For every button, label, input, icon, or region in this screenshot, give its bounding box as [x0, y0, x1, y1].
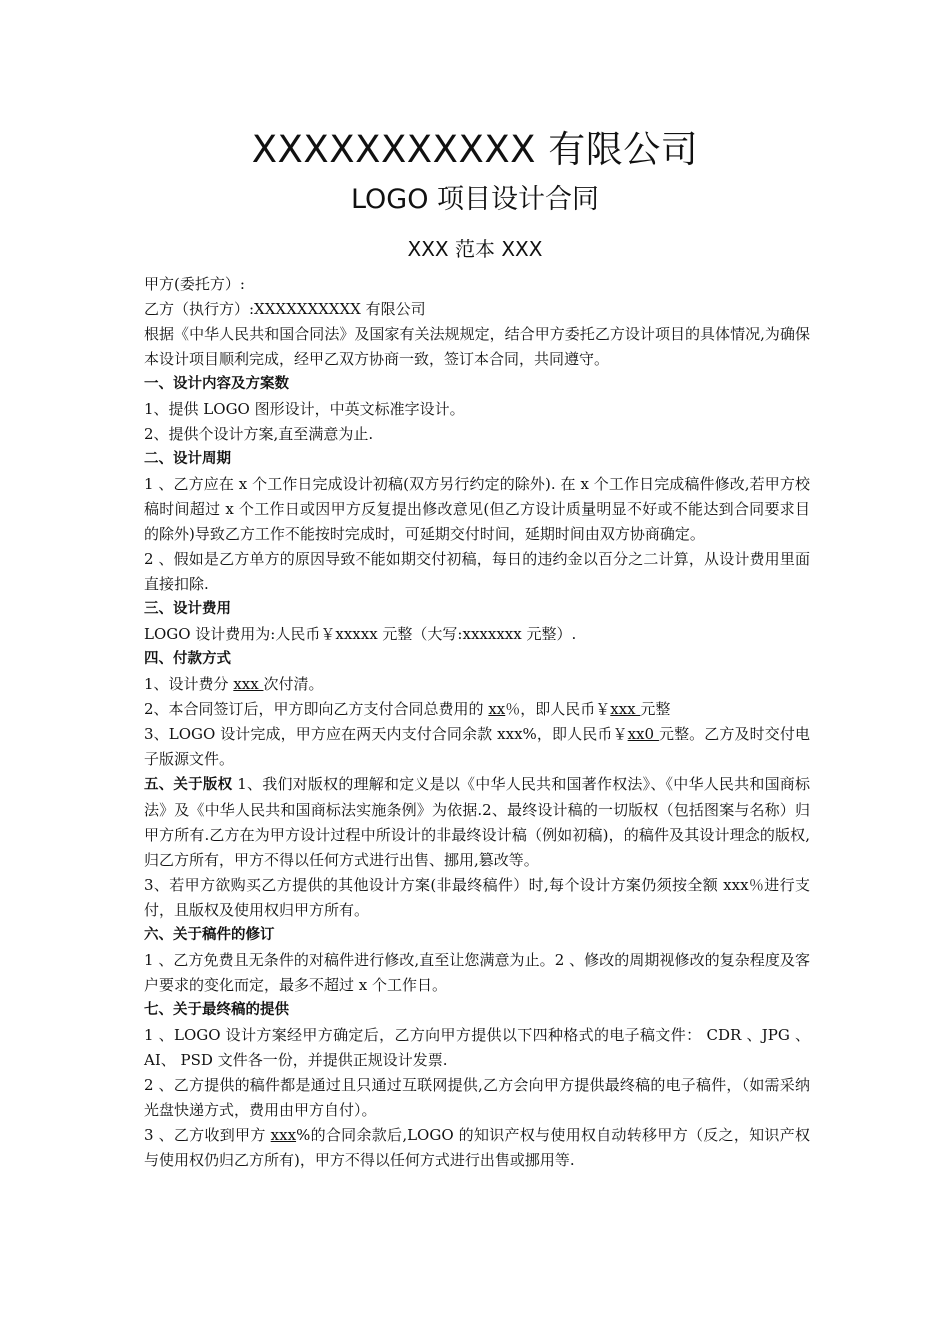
company-title: XXXXXXXXXXX 有限公司 [251, 128, 699, 171]
section-4-heading: 四、付款方式 [144, 651, 231, 667]
item-text: %的合同余款后,LOGO 的知识产权与使用权自动转移甲方（反之，知识产权与使用权仍归乙方所有)，甲方不得以任何方式进行出售或挪用等. [144, 1126, 810, 1169]
section-5-item-3: 3、若甲方欲购买乙方提供的其他设计方案(非最终稿件）时,每个设计方案仍须按全额 xxx％进行支付，且版权及使用权归甲方所有。 [144, 876, 810, 919]
blank-field: xxx [270, 1126, 297, 1144]
section-6-text: 1 、乙方免费且无条件的对稿件进行修改,直至让您满意为止。2 、修改的周期视修改的复杂程度及客户要求的变化而定，最多不超过 x 个工作日。 [144, 951, 810, 994]
section-7-heading: 七、关于最终稿的提供 [144, 1002, 289, 1018]
section-3-text: LOGO 设计费用为:人民币￥xxxxx 元整（大写:xxxxxxx 元整）. [144, 625, 577, 643]
blank-field: xx [488, 700, 506, 718]
item-text: ％，即人民币￥ [505, 700, 611, 718]
section-1-item-1: 1、提供 LOGO 图形设计，中英文标准字设计。 [144, 400, 465, 418]
section-1-item-2: 2、提供个设计方案,直至满意为止. [144, 425, 374, 443]
section-6-heading: 六、关于稿件的修订 [144, 927, 275, 943]
section-5-heading: 五、关于版权 [144, 777, 233, 793]
section-7-item-3 [144, 1123, 810, 1173]
item-text: 1、设计费分 [144, 675, 234, 693]
section-2-heading: 二、设计周期 [144, 451, 231, 467]
template-subtitle: XXX 范本 XXX [407, 237, 543, 261]
blank-field: xxx [233, 675, 264, 693]
contract-title: LOGO 项目设计合同 [350, 184, 600, 215]
section-3-heading: 三、设计费用 [144, 601, 231, 617]
item-text: 次付清。 [263, 675, 324, 693]
blank-field: xx0 [627, 725, 659, 743]
section-5-text: 1、我们对版权的理解和定义是以《中华人民共和国著作权法》、《中华人民共和国商标法》及《中华人民共和国商标法实施条例》为依据.2、最终设计稿的一切版权（包括图案与名称）归甲方所有.乙方在为甲方设计过程中所设计的非最终设计稿（例如初稿)，的稿件及其设计理念的版权,归乙方所有，甲方不得以任何方式进行出售、挪用,篡改等。 [144, 775, 810, 869]
section-1-heading: 一、设计内容及方案数 [144, 376, 289, 392]
party-b-line: 乙方（执行方）:XXXXXXXXXX 有限公司 [144, 300, 426, 318]
item-text: 3、LOGO 设计完成，甲方应在两天内支付合同余款 xxx%，即人民币￥ [144, 725, 628, 743]
section-2-item-2: 2 、假如是乙方单方的原因导致不能如期交付初稿，每日的违约金以百分之二计算，从设计费用里面直接扣除. [144, 550, 810, 593]
contract-body [144, 272, 810, 1173]
blank-field: xxx [610, 700, 641, 718]
section-4-item-3 [144, 722, 810, 772]
section-4-item-1 [144, 672, 810, 697]
preamble-paragraph: 根据《中华人民共和国合同法》及国家有关法规规定，结合甲方委托乙方设计项目的具体情况,为确保本设计项目顺利完成，经甲乙双方协商一致，签订本合同，共同遵守。 [144, 325, 810, 368]
party-a-line: 甲方(委托方）: [144, 275, 245, 293]
section-2-item-1: 1 、乙方应在 x 个工作日完成设计初稿(双方另行约定的除外). 在 x 个工作日完成稿件修改,若甲方校稿时间超过 x 个工作日或因甲方反复提出修改意见(但乙方设计质量明显不好或不能达到合同要求目的除外)导致乙方工作不能按时完成时，可延期交付时间，延期时间由双方协商确定。 [144, 475, 810, 543]
item-text: 2、本合同签订后，甲方即向乙方支付合同总费用的 [144, 700, 489, 718]
section-7-item-1: 1 、LOGO 设计方案经甲方确定后，乙方向甲方提供以下四种格式的电子稿文件： CDR 、JPG 、AI、 PSD 文件各一份，并提供正规设计发票. [144, 1026, 810, 1069]
section-5-paragraph [144, 772, 810, 873]
item-text: 元整 [640, 700, 671, 718]
section-4-item-2 [144, 697, 810, 722]
item-text: 元整。乙方及时交付电子版源文件。 [144, 725, 810, 768]
section-7-item-2: 2 、乙方提供的稿件都是通过且只通过互联网提供,乙方会向甲方提供最终稿的电子稿件，（如需采纳光盘快递方式，费用由甲方自付）。 [144, 1076, 810, 1119]
item-text: 3 、乙方收到甲方 [144, 1126, 271, 1144]
